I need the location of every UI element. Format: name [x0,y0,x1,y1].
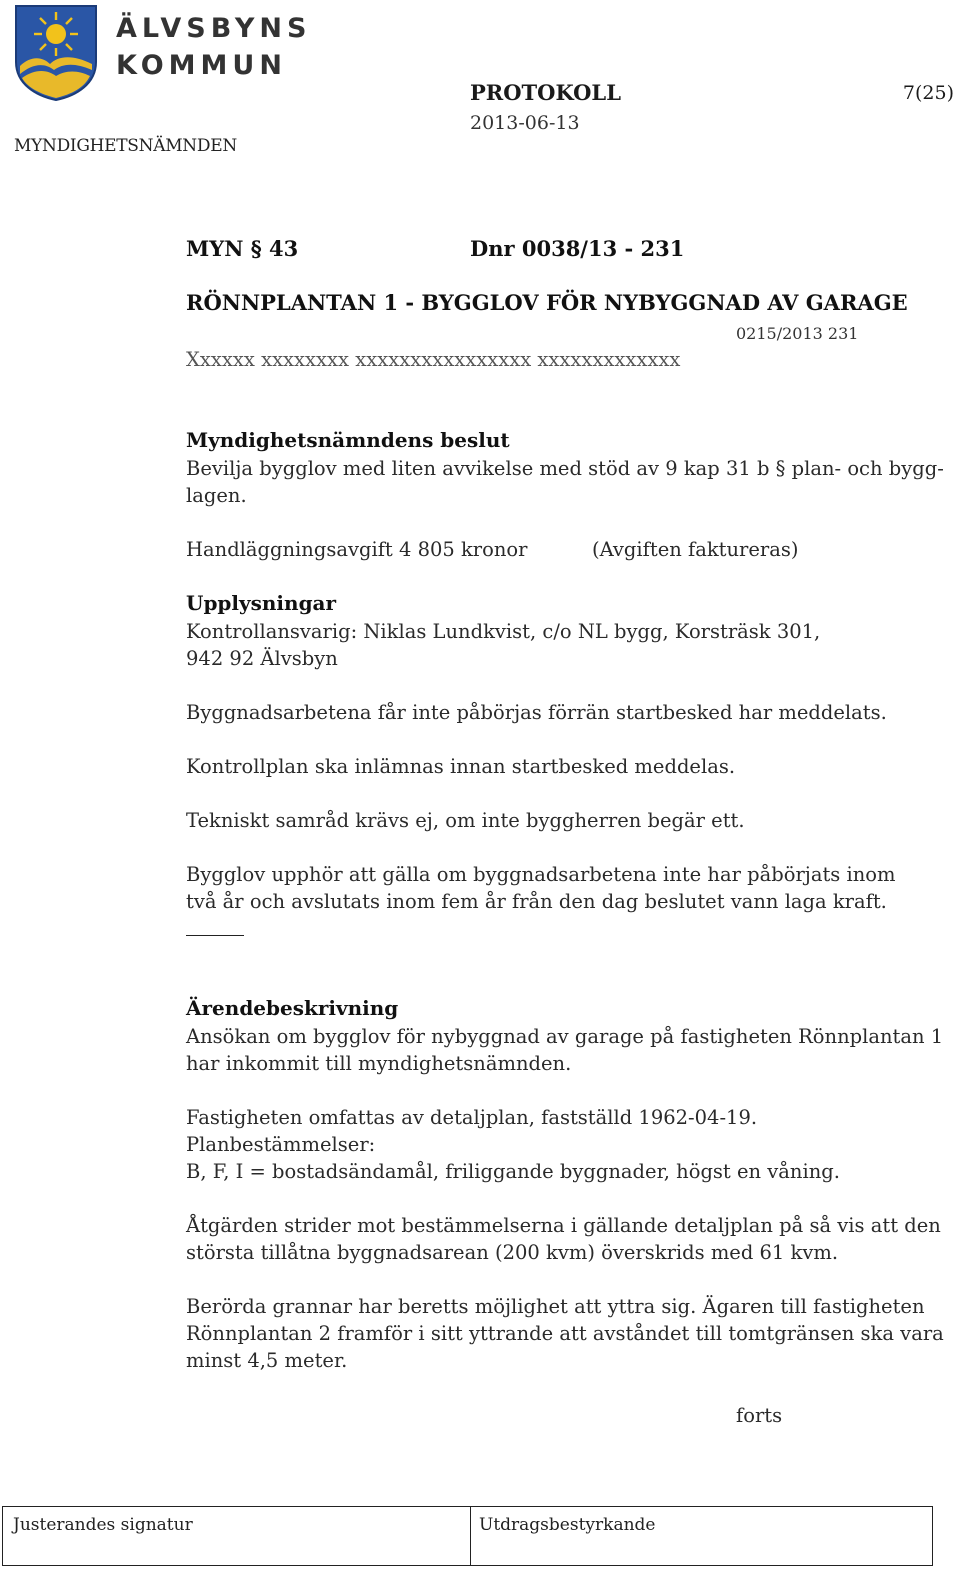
info-paragraph-4-line2: två år och avslutats inom fem år från den dag beslutet vann laga kraft. [186,890,887,913]
municipality-name-line1: ÄLVSBYNS [116,13,312,44]
description-p2-line2: Planbestämmelser: [186,1133,376,1156]
info-paragraph-2: Kontrollplan ska inlämnas innan startbesked meddelas. [186,755,736,778]
paragraph-number: MYN § 43 [186,236,299,261]
adjuster-signature-label: Justerandes signatur [13,1515,193,1535]
decision-heading: Myndighetsnämndens beslut [186,428,510,452]
meeting-date: 2013-06-13 [470,112,580,134]
signature-box [2,1506,933,1566]
municipality-name [116,10,311,84]
description-p2-line3: B, F, I = bostadsändamål, friliggande byggnader, högst en våning. [186,1160,840,1183]
description-p3-line1: Åtgärden strider mot bestämmelserna i gällande detaljplan på så vis att den [186,1214,941,1237]
processing-fee: Handläggningsavgift 4 805 kronor [186,538,528,561]
decision-text-line2: lagen. [186,484,247,507]
description-p4-line3: minst 4,5 meter. [186,1349,348,1372]
reference-number: 0215/2013 231 [736,324,859,343]
continued-marker: forts [736,1404,783,1427]
fee-note: (Avgiften faktureras) [592,538,799,561]
decision-text-line1: Bevilja bygglov med liten avvikelse med stöd av 9 kap 31 b § plan- och bygg- [186,457,944,480]
extract-certification-label: Utdragsbestyrkande [479,1515,656,1535]
description-p2-line1: Fastigheten omfattas av detaljplan, fastställd 1962-04-19. [186,1106,758,1129]
page-number: 7(25) [902,82,954,104]
document-type: PROTOKOLL [470,80,621,105]
description-p4-line1: Berörda grannar har beretts möjlighet att yttra sig. Ägaren till fastigheten [186,1295,925,1318]
info-heading: Upplysningar [186,591,337,615]
case-title: RÖNNPLANTAN 1 - BYGGLOV FÖR NYBYGGNAD AV GARAGE [186,290,908,315]
organization-name: MYNDIGHETSNÄMNDEN [14,136,237,156]
control-manager-line1: Kontrollansvarig: Niklas Lundkvist, c/o NL bygg, Korsträsk 301, [186,620,821,643]
applicant-redacted: Xxxxxx xxxxxxxx xxxxxxxxxxxxxxxx xxxxxxxxxxxxx [186,348,681,371]
info-paragraph-3: Tekniskt samråd krävs ej, om inte byggherren begär ett. [186,809,745,832]
description-heading: Ärendebeskrivning [186,996,399,1020]
description-p4-line2: Rönnplantan 2 framför i sitt yttrande att avståndet till tomtgränsen ska vara [186,1322,944,1345]
section-divider [186,935,244,936]
info-paragraph-1: Byggnadsarbetena får inte påbörjas förrän startbesked har meddelats. [186,701,887,724]
description-p1-line2: har inkommit till myndighetsnämnden. [186,1052,572,1075]
municipality-name-line2: KOMMUN [116,50,287,81]
description-p1-line1: Ansökan om bygglov för nybyggnad av garage på fastigheten Rönnplantan 1 [186,1025,944,1048]
control-manager-line2: 942 92 Älvsbyn [186,647,338,670]
diary-number: Dnr 0038/13 - 231 [470,236,685,261]
signature-box-divider [470,1507,471,1565]
description-p3-line2: största tillåtna byggnadsarean (200 kvm) överskrids med 61 kvm. [186,1241,839,1264]
municipality-coat-of-arms-logo [14,4,98,102]
info-paragraph-4-line1: Bygglov upphör att gälla om byggnadsarbetena inte har påbörjats inom [186,863,896,886]
